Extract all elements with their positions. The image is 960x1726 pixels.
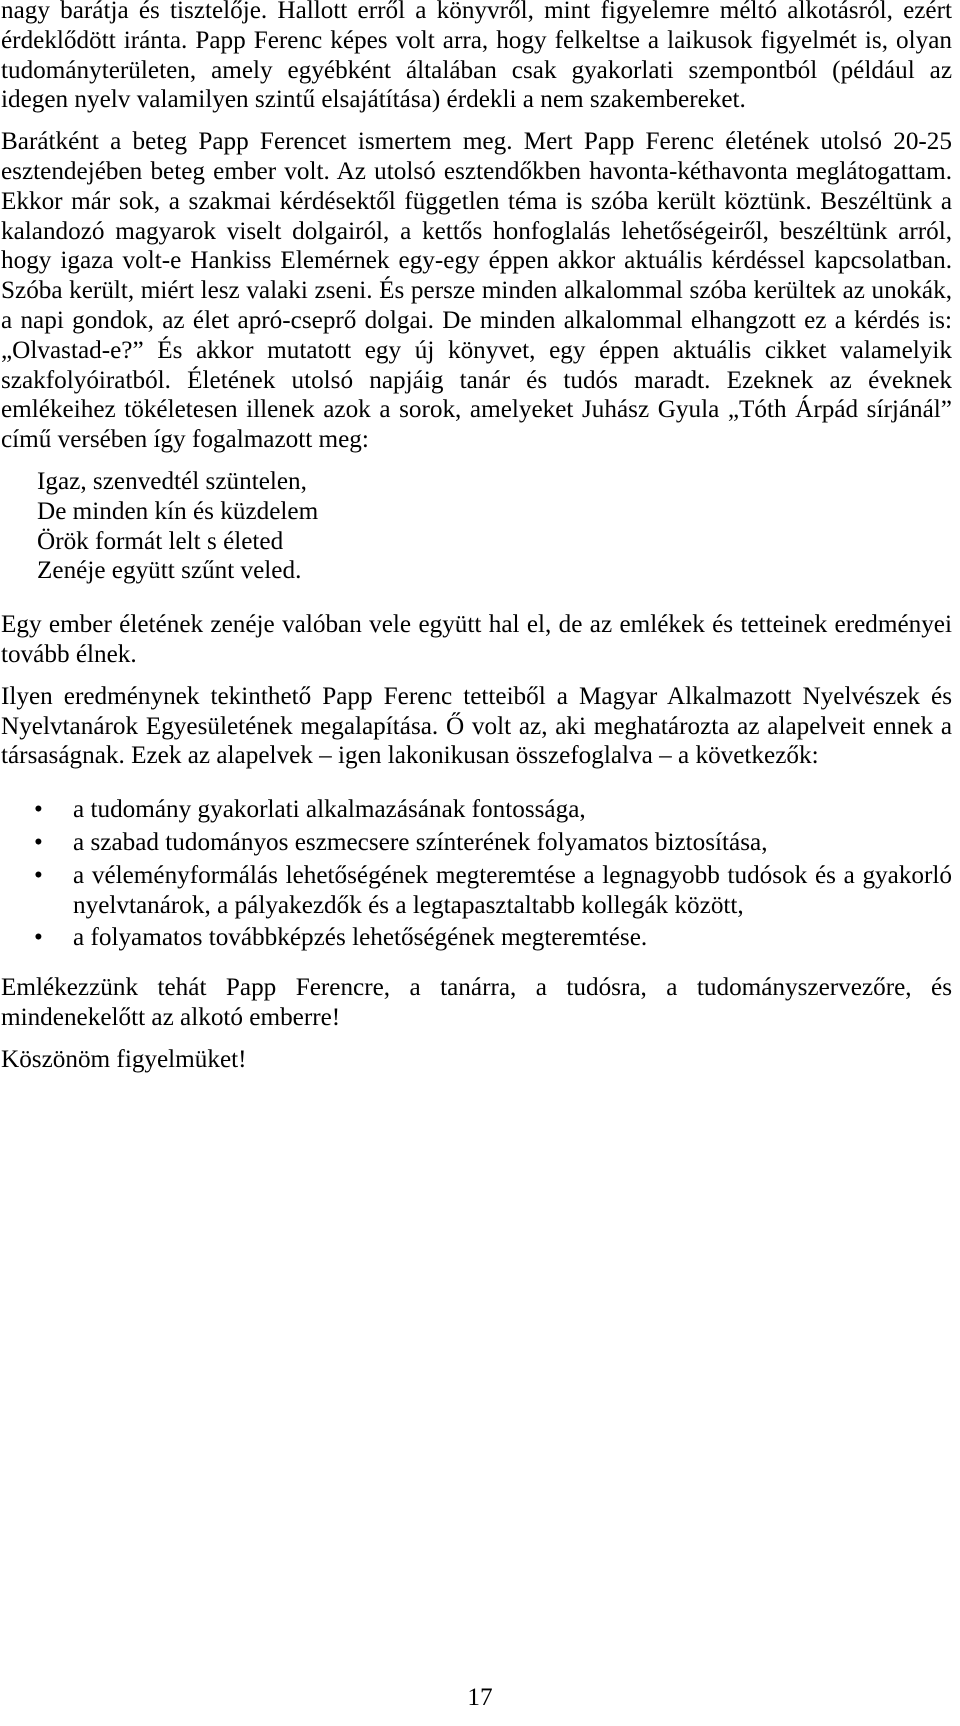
list-item xyxy=(1,795,952,825)
bullet-icon: • xyxy=(34,861,43,889)
list-item-text: a szabad tudományos eszmecsere színterének folyamatos biztosítása, xyxy=(73,828,768,856)
paragraph-music-of-life: Egy ember életének zenéje valóban vele együtt hal el, de az emlékek és tetteinek eredményei tovább élnek. xyxy=(1,611,952,668)
list-item-text: a tudomány gyakorlati alkalmazásának fontossága, xyxy=(73,796,586,824)
poem-line: Igaz, szenvedtél szüntelen, xyxy=(37,467,307,495)
paragraph-friendship: Barátként a beteg Papp Ferencet ismertem meg. Mert Papp Ferenc életének utolsó 20-25 esztendejében beteg ember volt. Az utolsó esztendőkben havonta-kéthavonta meglátogattam. Ekkor már sok, a szakmai kérdésektől független téma is szóba került köztünk. Beszéltünk a kalandozó magyarok viselt dolgairól, a kettős honfoglalás lehetőségeiről, beszéltünk arról, hogy igaza volt-e Hankiss Elemérnek egy-egy éppen akkor aktuális kérdéssel kapcsolatban. Szóba került, miért lesz valaki zseni. És persze minden alkalommal szóba kerültek az unokák, a napi gondok, az élet apró-cseprő dolgai. De minden alkalommal elhangzott ez a kérdés is: „Olvastad-e?” És akkor mutatott egy új könyvet, egy éppen aktuális cikket valamelyik szakfolyóiratból. Életének utolsó napjáig tanár és tudós maradt. Ezeknek az éveknek emlékeihez tökéletesen illenek azok a sorok, amelyeket Juhász Gyula „Tóth Árpád sírjánál” című versében így fogalmazott meg: xyxy=(1,128,952,454)
bullet-icon: • xyxy=(34,924,43,952)
poem-line: Örök formát lelt s életed xyxy=(37,527,284,555)
paragraph-thanks: Köszönöm figyelmüket! xyxy=(1,1045,247,1073)
bullet-icon: • xyxy=(34,796,43,824)
poem-line: Zenéje együtt szűnt veled. xyxy=(37,557,302,585)
poem-quote xyxy=(37,467,952,586)
list-item-text: a véleményformálás lehetőségének megteremtése a legnagyobb tudósok és a gyakorló nyelvtanárok, a pályakezdők és a legtapasztaltabb kollegák között, xyxy=(73,861,952,919)
list-item-text: a folyamatos továbbképzés lehetőségének megteremtése. xyxy=(73,924,648,952)
list-item xyxy=(1,861,952,921)
poem-line: De minden kín és küzdelem xyxy=(37,497,319,525)
principles-list xyxy=(1,795,952,953)
list-item xyxy=(1,923,952,953)
paragraph-association: Ilyen eredménynek tekinthető Papp Ferenc tetteiből a Magyar Alkalmazott Nyelvészek és Nyelvtanárok Egyesületének megalapítása. Ő volt az, aki meghatározta az alapelveit ennek a társaságnak. Ezek az alapelvek – igen lakonikusan összefoglalva – a következők: xyxy=(1,682,952,770)
list-item xyxy=(1,828,952,858)
paragraph-intro: nagy barátja és tisztelője. Hallott erről a könyvről, mint figyelemre méltó alkotásról, ezért érdeklődött iránta. Papp Ferenc képes volt arra, hogy felkeltse a laikusok figyelmét is, olyan tudományterületen, amely egyébként általában csak gyakorlati szempontból (például az idegen nyelv valamilyen szintű elsajátítása) érdekli a nem szakembereket. xyxy=(1,0,952,114)
bullet-icon: • xyxy=(34,828,43,856)
paragraph-remembrance: Emlékezzünk tehát Papp Ferencre, a tanárra, a tudósra, a tudományszervezőre, és mindenekelőtt az alkotó emberre! xyxy=(1,974,952,1031)
page-body xyxy=(1,0,952,1087)
page-number: 17 xyxy=(467,1684,493,1711)
